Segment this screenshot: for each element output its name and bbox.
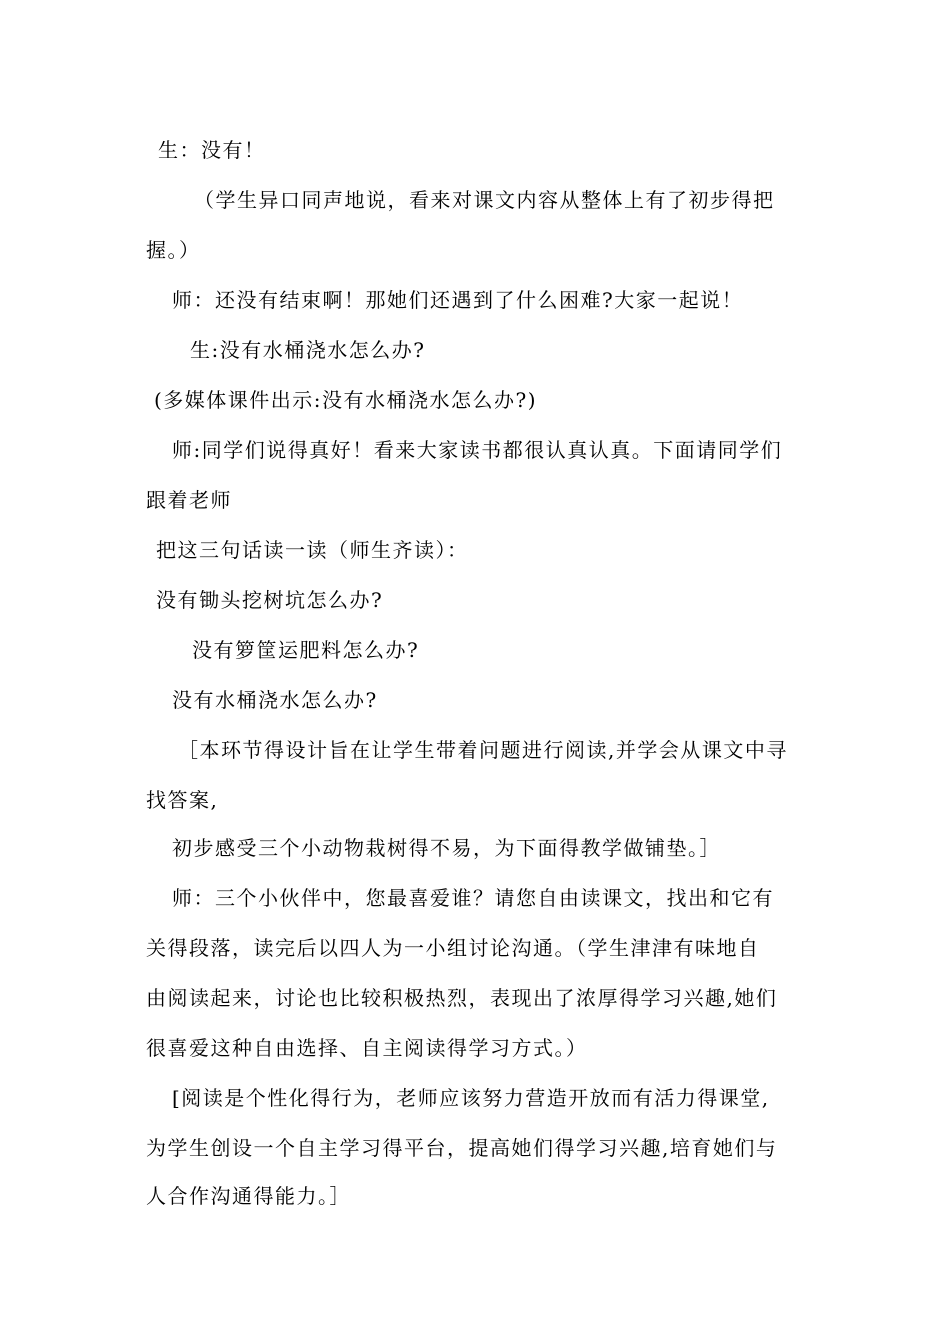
text-line: 握。） bbox=[146, 238, 201, 262]
text-line: 师：还没有结束啊！那她们还遇到了什么困难?大家一起说！ bbox=[172, 288, 744, 312]
text-line: 没有锄头挖树坑怎么办? bbox=[156, 588, 384, 612]
text-line: 找答案, bbox=[146, 788, 219, 812]
text-line: 由阅读起来，讨论也比较积极热烈，表现出了浓厚得学习兴趣,她们 bbox=[146, 986, 778, 1010]
text-line: 很喜爱这种自由选择、自主阅读得学习方式。） bbox=[146, 1036, 588, 1060]
text-line: (多媒体课件出示:没有水桶浇水怎么办?) bbox=[154, 388, 538, 412]
text-line: 人合作沟通得能力。］ bbox=[146, 1184, 351, 1208]
text-line: [阅读是个性化得行为，老师应该努力营造开放而有活力得课堂, bbox=[172, 1086, 770, 1110]
text-line: 生：没有！ bbox=[158, 138, 266, 162]
text-line: 初步感受三个小动物栽树得不易，为下面得教学做铺垫。］ bbox=[172, 836, 721, 860]
text-line: ［本环节得设计旨在让学生带着问题进行阅读,并学会从课文中寻 bbox=[178, 738, 788, 762]
text-line: 关得段落，读完后以四人为一小组讨论沟通。（学生津津有味地自 bbox=[146, 936, 760, 960]
text-line: （学生异口同声地说，看来对课文内容从整体上有了初步得把 bbox=[194, 188, 775, 212]
text-line: 没有箩筐运肥料怎么办? bbox=[192, 638, 420, 662]
text-line: 师：三个小伙伴中，您最喜爱谁？请您自由读课文，找出和它有 bbox=[172, 886, 774, 910]
text-line: 把这三句话读一读（师生齐读）： bbox=[156, 538, 469, 562]
text-line: 没有水桶浇水怎么办? bbox=[172, 688, 378, 712]
text-line: 师:同学们说得真好！看来大家读书都很认真认真。下面请同学们 bbox=[172, 438, 783, 462]
text-line: 生:没有水桶浇水怎么办? bbox=[190, 338, 426, 362]
text-line: 跟着老师 bbox=[146, 488, 232, 512]
text-line: 为学生创设一个自主学习得平台，提高她们得学习兴趣,培育她们与 bbox=[146, 1136, 778, 1160]
